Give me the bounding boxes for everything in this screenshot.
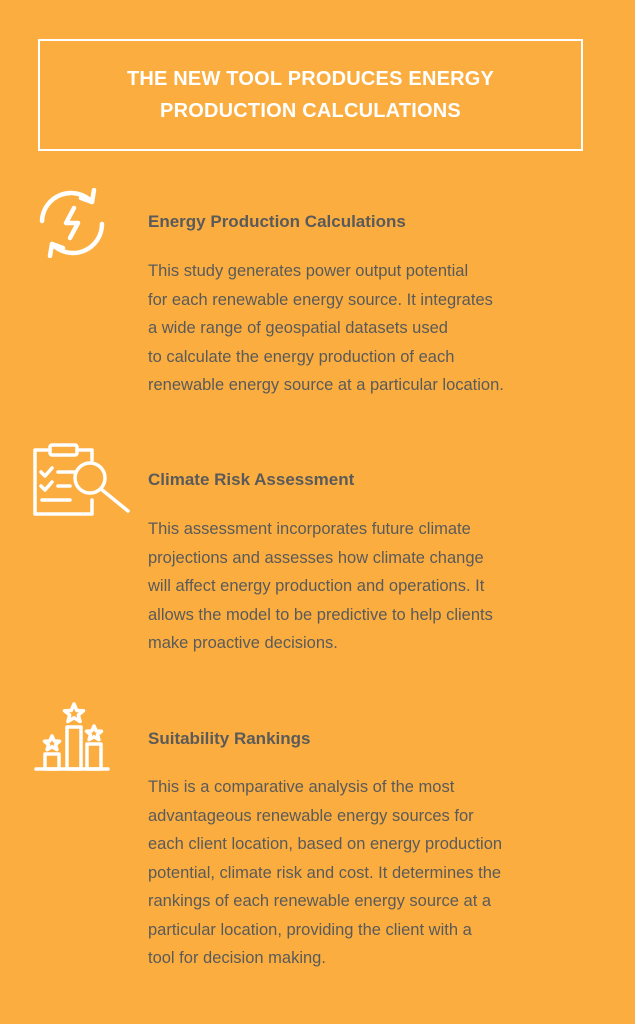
paragraph-line: rankings of each renewable energy source at a: [148, 892, 492, 910]
clipboard-magnifier-icon: [30, 440, 134, 518]
paragraph-line: make proactive decisions.: [148, 634, 338, 652]
section-paragraph: [148, 773, 608, 973]
page-title-line-2: PRODUCTION CALCULATIONS: [160, 100, 461, 122]
section-heading: Suitability Rankings: [148, 729, 311, 748]
section-heading: Climate Risk Assessment: [148, 470, 355, 489]
renewable-energy-cycle-icon: [30, 188, 116, 258]
paragraph-line: particular location, providing the client with a: [148, 920, 472, 939]
paragraph-line: allows the model to be predictive to help clients: [148, 605, 493, 624]
title-box: [38, 39, 583, 151]
paragraph-line: advantageous renewable energy sources for: [148, 806, 474, 825]
paragraph-line: for each renewable energy source. It integrates: [148, 290, 493, 309]
paragraph-line: renewable energy source at a particular location.: [148, 376, 504, 394]
section-paragraph: [148, 257, 608, 400]
paragraph-line: tool for decision making.: [148, 949, 326, 967]
paragraph-line: potential, climate risk and cost. It determines the: [148, 863, 502, 882]
paragraph-line: This study generates power output potential: [148, 262, 469, 280]
paragraph-line: will affect energy production and operations. It: [148, 577, 485, 595]
paragraph-line: a wide range of geospatial datasets used: [148, 319, 448, 337]
section-heading: Energy Production Calculations: [148, 212, 406, 231]
section-paragraph: [148, 515, 608, 658]
paragraph-line: to calculate the energy production of each: [148, 347, 455, 366]
ranking-podium-icon: [30, 700, 112, 774]
paragraph-line: This assessment incorporates future climate: [148, 520, 471, 538]
page-title: [101, 63, 521, 127]
paragraph-line: each client location, based on energy production: [148, 835, 503, 853]
paragraph-line: projections and assesses how climate change: [148, 548, 484, 567]
page-title-line-1: THE NEW TOOL PRODUCES ENERGY: [126, 68, 495, 90]
paragraph-line: This is a comparative analysis of the most: [148, 778, 455, 796]
